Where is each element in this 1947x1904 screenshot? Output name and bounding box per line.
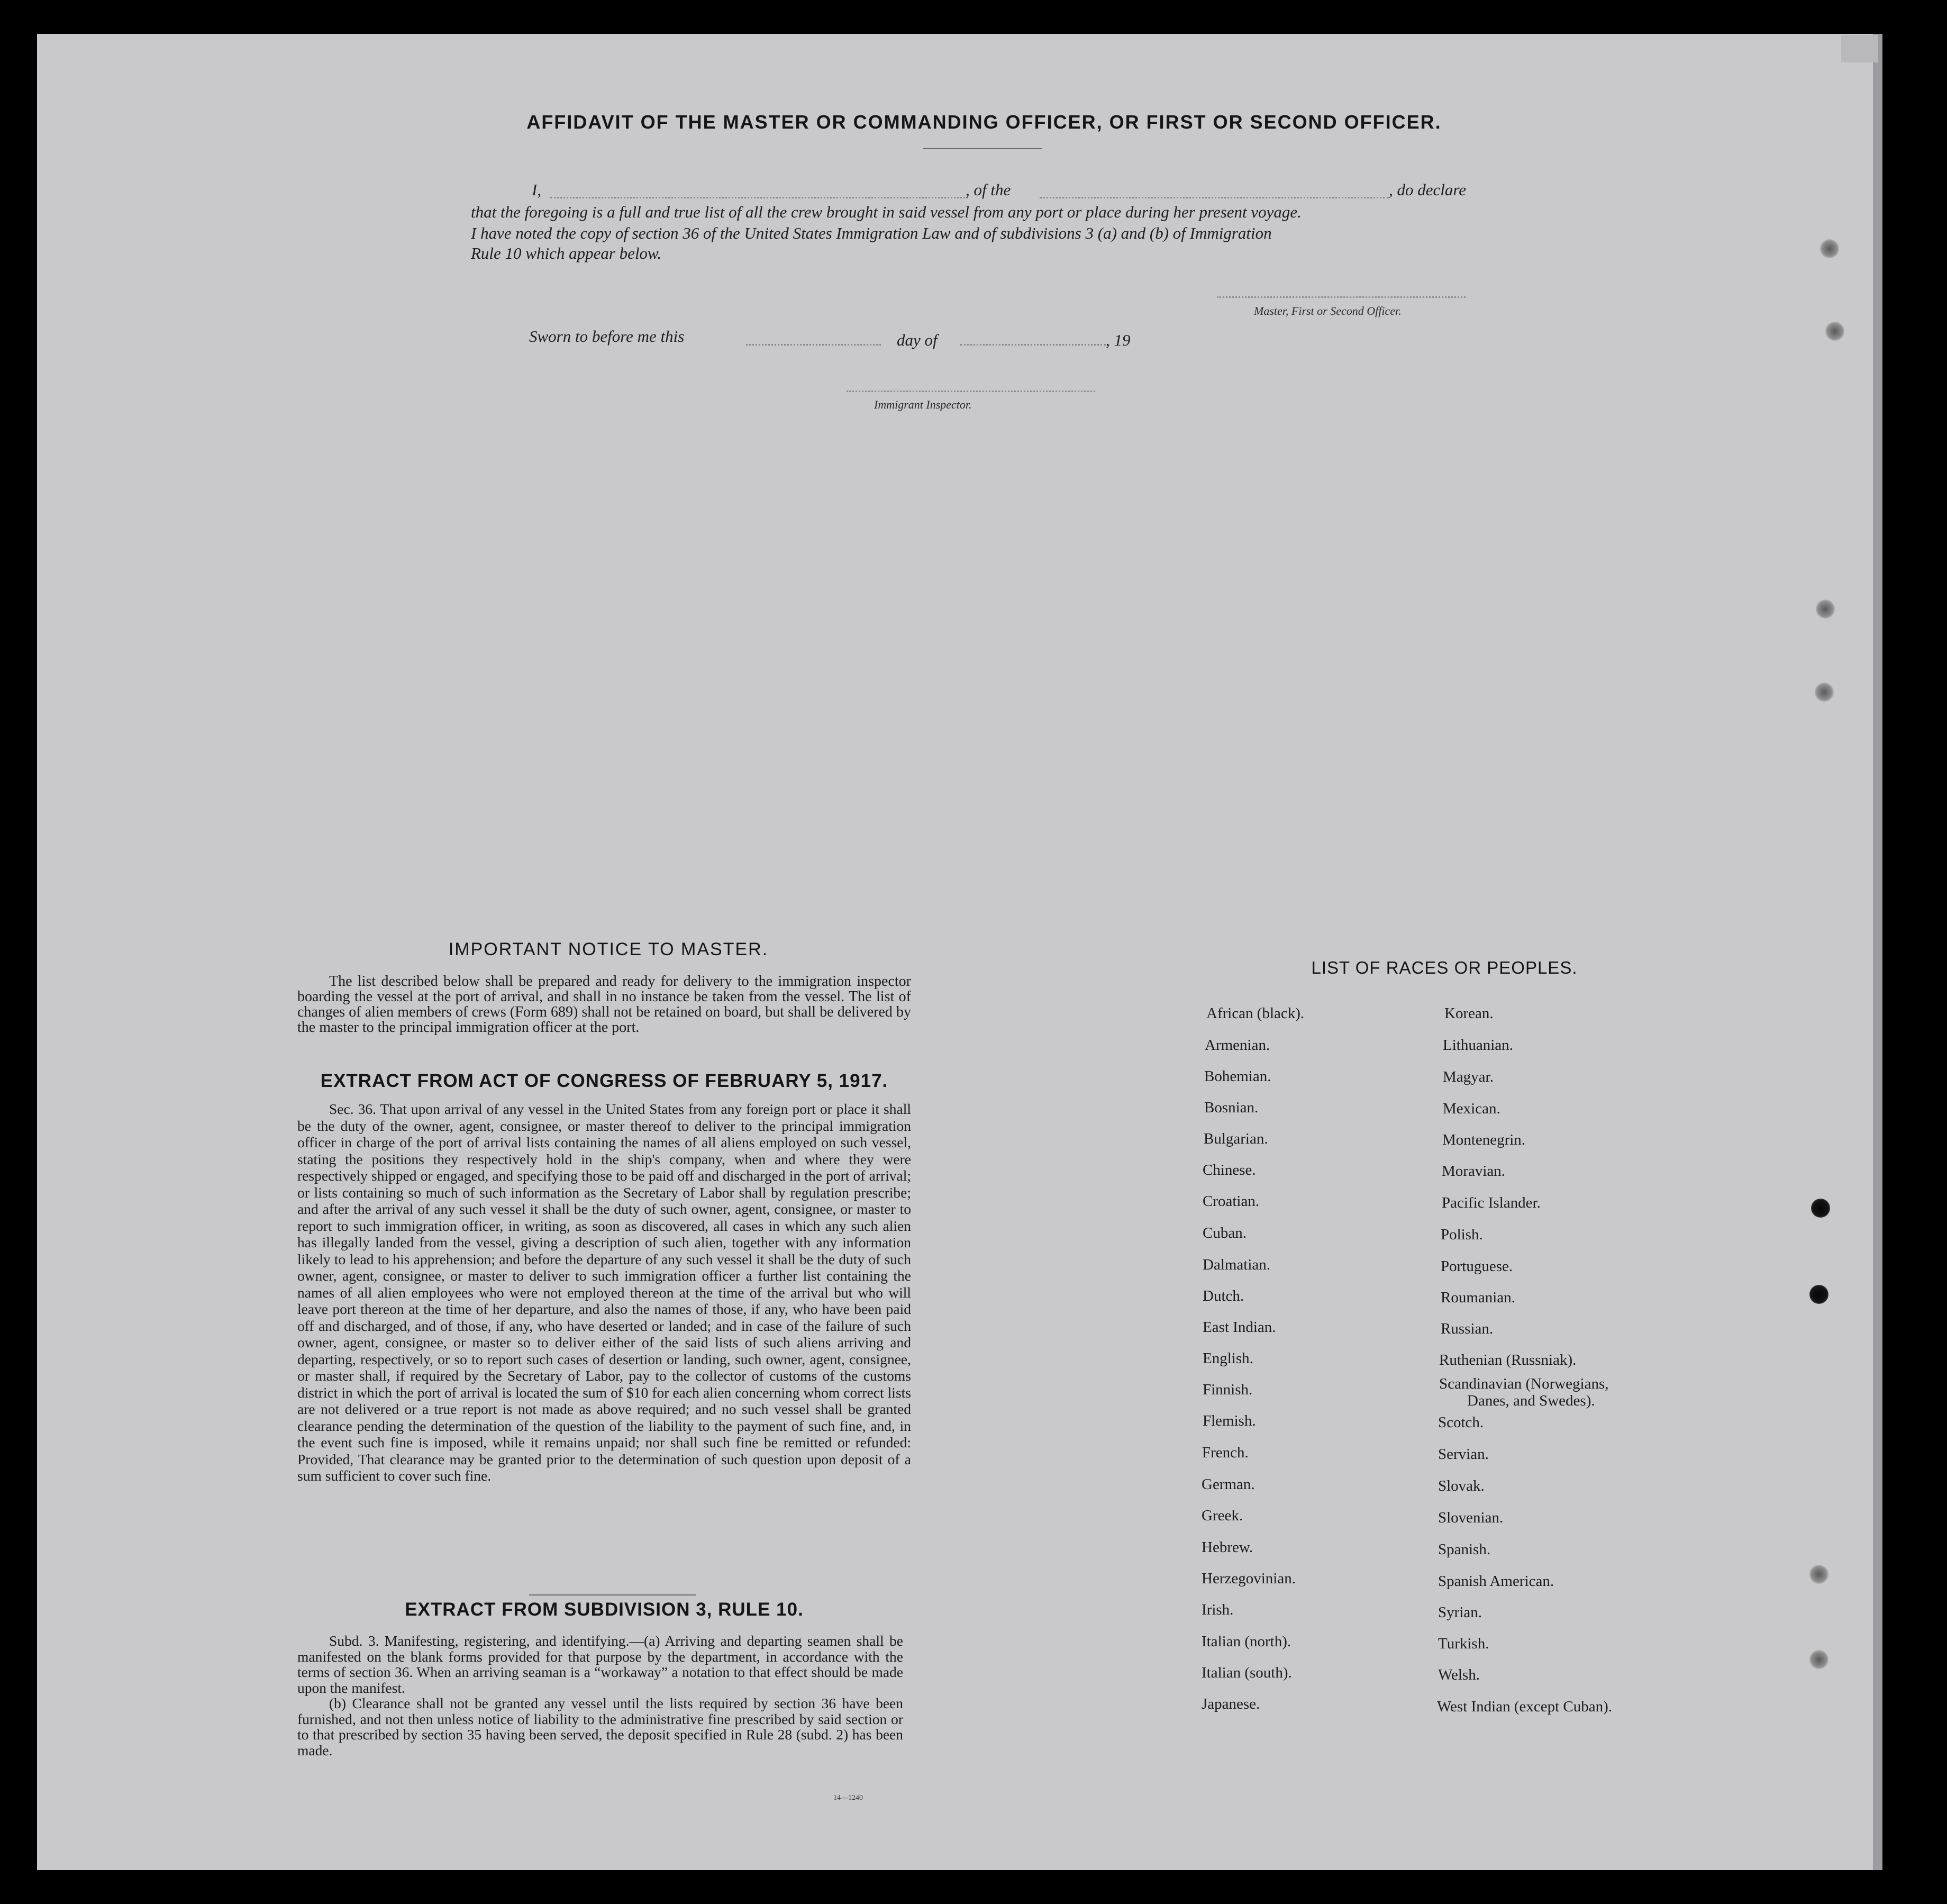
race-right-item: Ruthenian (Russniak). <box>1439 1352 1577 1368</box>
race-left-item: Hebrew. <box>1202 1539 1253 1556</box>
race-left-item: Cuban. <box>1203 1225 1247 1241</box>
race-right-item: Polish. <box>1441 1226 1483 1243</box>
race-left-item: Japanese. <box>1202 1696 1260 1712</box>
race-right-item: Spanish. <box>1438 1541 1491 1558</box>
page-edge-top <box>1841 35 1878 62</box>
race-left-item: French. <box>1202 1444 1249 1461</box>
binder-hole-icon <box>1820 239 1839 258</box>
race-right-item: Slovenian. <box>1438 1509 1504 1526</box>
races-title: LIST OF RACES OR PEOPLES. <box>1311 958 1578 977</box>
race-left-item: Flemish. <box>1203 1412 1256 1429</box>
race-left-item: Bulgarian. <box>1204 1130 1268 1147</box>
race-left-item: Dalmatian. <box>1203 1256 1271 1273</box>
extract-act-body: Sec. 36. That upon arrival of any vessel in the United States from any foreign port or place it shall be the duty of the owner, agent, consignee, or master thereof to deliver to the principal immigration officer in charge of the port of arrival lists containing the names of all aliens employed on such vessel, stating the positions they respectively hold in the ship's company, when and where they were respectively shipped or engaged, and specifying those to be paid off and discharged in the port of arrival; or lists containing so much of such information as the Secretary of Labor shall by regulation prescribe; and after the arrival of any such vessel it shall be the duty of such owner, agent, consignee, or master to report to such immigration officer, in writing, as soon as discovered, all cases in which any such alien has illegally landed from the vessel, giving a description of such alien, together with any information likely to lead to his apprehension; and before the departure of any such vessel it shall be the duty of such owner, agent, consignee, or master to deliver to such immigration officer a further list containing the names of all alien employees who were not employed thereon at the time of the arrival but who will leave port thereon at the time of her departure, and also the names of those, if any, who have been paid off and discharged, and of those, if any, who have deserted or landed; and in case of the failure of such owner, agent, consignee, or master so to deliver either of the said lists of such aliens arriving and departing, respectively, or so to report such cases of desertion or landing, such owner, agent, consignee, or master shall, if required by the Secretary of Labor, pay to the collector of customs of the customs district in which the port of arrival is located the sum of $10 for each alien concerning whom correct lists are not delivered or a true report is not made as above required; and no such vessel shall be granted clearance pending the determination of the question of the liability to the payment of such fine, and, in the event such fine is imposed, while it remains unpaid; nor shall such fine be remitted or refunded: Provided, That clearance may be granted prior to the determination of such question upon deposit of a sum sufficient to cover such fine. <box>297 1101 911 1484</box>
race-right-item: Lithuanian. <box>1443 1037 1513 1054</box>
race-left-item: Herzegovinian. <box>1202 1570 1296 1587</box>
extract-act-title: EXTRACT FROM ACT OF CONGRESS OF FEBRUARY 5, 1917. <box>320 1071 888 1091</box>
race-left-item: English. <box>1203 1350 1253 1367</box>
extract-separator-rule <box>529 1594 696 1595</box>
race-left-item: East Indian. <box>1203 1319 1276 1336</box>
race-right-item: West Indian (except Cuban). <box>1437 1698 1613 1715</box>
race-left-item: Croatian. <box>1203 1193 1260 1210</box>
binder-hole-icon <box>1811 1199 1830 1218</box>
inspector-signature-line <box>847 391 1095 392</box>
race-right-item: Montenegrin. <box>1442 1131 1526 1148</box>
race-left-item: Italian (north). <box>1202 1633 1291 1650</box>
day-of-text: day of <box>897 331 938 349</box>
extract-rule-body <box>297 1633 903 1758</box>
race-right-item: Russian. <box>1441 1320 1494 1337</box>
race-left-item: Bohemian. <box>1204 1068 1271 1085</box>
race-right-item: Spanish American. <box>1438 1573 1554 1590</box>
sworn-month-blank <box>960 344 1106 346</box>
race-right-item: Roumanian. <box>1441 1289 1515 1306</box>
page-edge-shadow <box>1873 34 1882 1870</box>
signer-caption: Master, First or Second Officer. <box>1254 304 1402 318</box>
race-left-item: Chinese. <box>1203 1162 1256 1178</box>
binder-hole-icon <box>1825 322 1844 341</box>
affidavit-i: I, <box>532 180 542 199</box>
form-number: 14—1240 <box>833 1794 863 1802</box>
name-blank <box>550 197 968 198</box>
binder-hole-icon <box>1816 600 1835 619</box>
race-right-item: Scandinavian (Norwegians, <box>1439 1375 1609 1392</box>
race-right-item: Slovak. <box>1438 1477 1485 1494</box>
race-left-item: Bosnian. <box>1204 1099 1259 1116</box>
vessel-blank <box>1040 197 1389 198</box>
affidavit-do-declare: , do declare <box>1389 180 1467 199</box>
race-left-item: African (black). <box>1206 1005 1305 1022</box>
race-right-item: Pacific Islander. <box>1442 1194 1541 1211</box>
binder-hole-icon <box>1815 683 1834 702</box>
race-right-item: Moravian. <box>1442 1163 1505 1180</box>
signature-line <box>1217 296 1466 298</box>
extract-rule-para-a: Subd. 3. Manifesting, registering, and identifying.—(a) Arriving and departing seamen shall be manifested on the blank forms provided for that purpose by the department, in accordance with the terms of section 36. When an arriving seaman is a “workaway” a notation to that effect should be made upon the manifest. <box>297 1633 903 1696</box>
affidavit-of-the: , of the <box>966 180 1011 199</box>
race-left-item: Italian (south). <box>1202 1664 1292 1681</box>
inspector-caption: Immigrant Inspector. <box>874 398 972 411</box>
race-right-item: Mexican. <box>1443 1100 1500 1117</box>
race-right-item: Portuguese. <box>1441 1258 1513 1275</box>
race-left-item: Greek. <box>1202 1507 1243 1524</box>
race-right-item: Syrian. <box>1438 1604 1482 1621</box>
race-right-item: Servian. <box>1438 1446 1489 1463</box>
binder-hole-icon <box>1809 1285 1828 1304</box>
extract-rule-para-b: (b) Clearance shall not be granted any vessel until the lists required by section 36 have been furnished, and not then unless notice of liability to the administrative fine prescribed by said section or to that prescribed by section 35 having been served, the deposit specified in Rule 28 (subd. 2) has been made. <box>297 1695 903 1758</box>
sworn-text: Sworn to before me this <box>529 327 685 346</box>
extract-rule-title: EXTRACT FROM SUBDIVISION 3, RULE 10. <box>405 1599 804 1620</box>
binder-hole-icon <box>1809 1650 1828 1669</box>
race-right-item: Korean. <box>1444 1005 1494 1022</box>
race-left-item: Dutch. <box>1203 1288 1244 1304</box>
race-left-item: Finnish. <box>1203 1381 1253 1398</box>
race-right-item: Magyar. <box>1443 1068 1494 1085</box>
affidavit-title: AFFIDAVIT OF THE MASTER OR COMMANDING OFFICER, OR FIRST OR SECOND OFFICER. <box>526 111 1442 133</box>
race-left-item: German. <box>1202 1476 1255 1493</box>
race-left-item: Irish. <box>1202 1601 1234 1618</box>
race-right-item: Turkish. <box>1438 1635 1489 1652</box>
notice-title: IMPORTANT NOTICE TO MASTER. <box>448 939 769 959</box>
race-left-item: Armenian. <box>1205 1037 1270 1054</box>
affidavit-title-rule <box>923 148 1042 149</box>
sworn-day-blank <box>746 344 881 346</box>
race-right-item: Welsh. <box>1438 1666 1480 1683</box>
notice-body: The list described below shall be prepared and ready for delivery to the immigration inspector boarding the vessel at the port of arrival, and shall in no instance be taken from the vessel. The list of changes of alien members of crews (Form 689) shall not be retained on board, but shall be delivered by the master to the principal immigration officer at the port. <box>297 973 911 1036</box>
race-right-item: Scotch. <box>1438 1414 1484 1431</box>
affidavit-line2: that the foregoing is a full and true list of all the crew brought in said vessel from any port or place during her present voyage. <box>471 203 1302 221</box>
binder-hole-icon <box>1809 1565 1828 1584</box>
race-right-item-cont: Danes, and Swedes). <box>1467 1392 1595 1409</box>
affidavit-line4: Rule 10 which appear below. <box>471 244 662 262</box>
affidavit-line3: I have noted the copy of section 36 of the United States Immigration Law and of subdivisions 3 (a) and (b) of Immigration <box>471 224 1272 242</box>
year-text: , 19 <box>1106 331 1131 349</box>
